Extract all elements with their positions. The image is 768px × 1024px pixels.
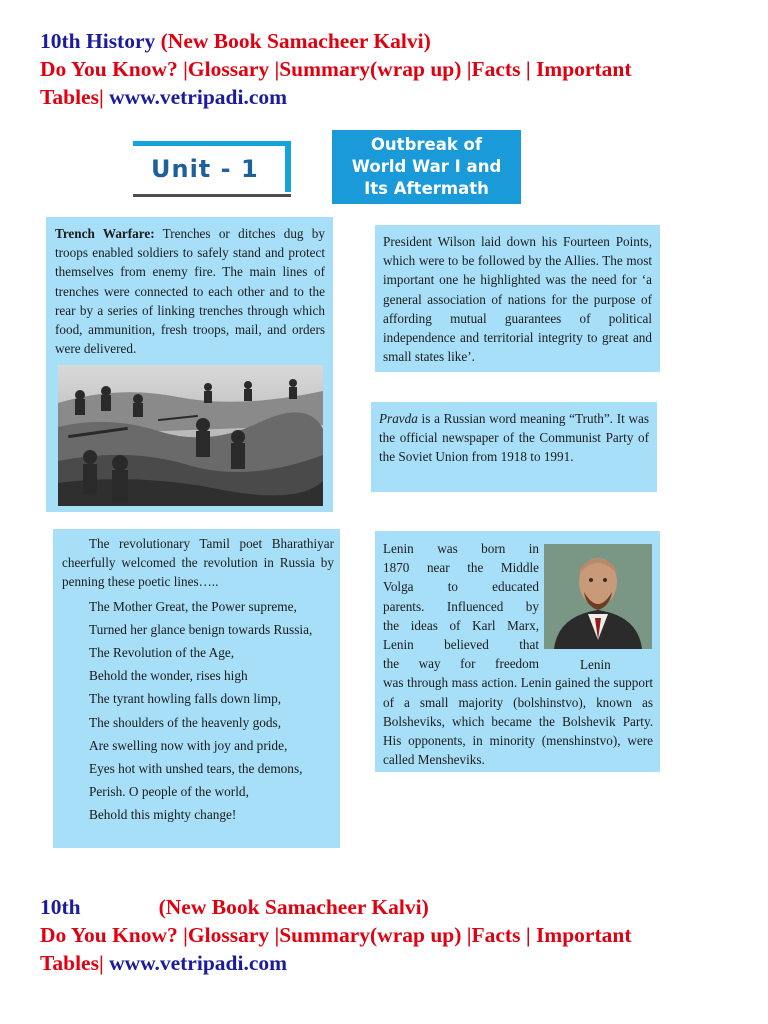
- pravda-term: Pravda: [379, 411, 418, 426]
- header-tables: Tables|: [40, 85, 110, 109]
- trench-warfare-box: [46, 217, 333, 512]
- poem-line: The Revolution of the Age,: [89, 645, 235, 661]
- lenin-text-line: Lenin believed that: [383, 637, 539, 653]
- lenin-portrait-caption: Lenin: [580, 657, 611, 672]
- chapter-title-line-3: Its Aftermath: [364, 179, 489, 198]
- unit-banner: [133, 141, 291, 192]
- footer-book: (New Book Samacheer Kalvi): [158, 895, 429, 919]
- footer-website-link[interactable]: www.vetripadi.com: [109, 951, 288, 975]
- trench-warfare-photo: [58, 365, 323, 506]
- fourteen-points-text: President Wilson laid down his Fourteen Points, which were to be followed by the Allies. The most important one he highlighted was the need for ‘a general association of nations for the purpose of affording mutual guarantees of political independence and territorial integrity to great and small states like’.: [383, 234, 652, 365]
- bharathiyar-poem-box: [53, 529, 340, 848]
- footer-line-1: [40, 894, 429, 921]
- poem-line: Perish. O people of the world,: [89, 784, 249, 800]
- footer-line-3: [40, 950, 287, 977]
- header-line-1: [40, 28, 431, 55]
- pravda-body: is a Russian word meaning “Truth”. It was the official newspaper of the Communist Party of the Soviet Union from 1918 to 1991.: [379, 411, 649, 465]
- pravda-box: [371, 402, 657, 492]
- unit-label: Unit - 1: [151, 155, 259, 183]
- chapter-title-line-2: World War I and: [351, 157, 502, 176]
- header-book: (New Book Samacheer Kalvi): [160, 29, 431, 53]
- footer-subject: 10th: [40, 895, 81, 919]
- poem-line: The tyrant howling falls down limp,: [89, 691, 282, 707]
- poem-line: Eyes hot with unshed tears, the demons,: [89, 761, 303, 777]
- lenin-box: [375, 531, 660, 772]
- lenin-text-rest: was through mass action. Lenin gained the support of a small majority (bolshinstvo), known as Bolsheviks, which became the Bolshevik Party. His opponents, in minority (menshinstvo), were called Mensheviks.: [383, 675, 653, 768]
- pravda-text: [379, 409, 649, 467]
- poem-intro: The revolutionary Tamil poet Bharathiyar cheerfully welcomed the revolution in Russia by penning these poetic lines…..: [62, 536, 334, 590]
- poem-line: The Mother Great, the Power supreme,: [89, 598, 297, 614]
- trench-photo-image: [58, 365, 323, 506]
- trench-warfare-text: [55, 224, 325, 358]
- lenin-portrait-image: [544, 544, 652, 649]
- footer-tables: Tables|: [40, 951, 110, 975]
- header-website-link[interactable]: www.vetripadi.com: [109, 85, 288, 109]
- poem-line: Are swelling now with joy and pride,: [89, 737, 288, 753]
- lenin-text-line: 1870 near the Middle: [383, 560, 539, 576]
- trench-warfare-body: Trenches or ditches dug by troops enabled soldiers to safely stand and protect themselves from enemy fire. The main lines of trenches were connected to each other and to the rear by a series of linking trenches through which food, ammunition, fresh troops, mail, and orders were delivered.: [55, 226, 325, 357]
- trench-warfare-heading: Trench Warfare:: [55, 226, 155, 241]
- poem-line: The shoulders of the heavenly gods,: [89, 714, 282, 730]
- lenin-text-line: the way for freedom: [383, 656, 539, 672]
- lenin-text-line: Lenin was born in: [383, 541, 539, 556]
- poem-line: Behold this mighty change!: [89, 807, 237, 823]
- header-line-3: [40, 84, 287, 111]
- poem-line: Behold the wonder, rises high: [89, 668, 248, 684]
- lenin-portrait: [544, 544, 652, 649]
- fourteen-points-box: [375, 225, 660, 372]
- header-line-2: Do You Know? |Glossary |Summary(wrap up) |Facts | Important: [40, 57, 632, 81]
- lenin-text-line: the ideas of Karl Marx,: [383, 617, 539, 633]
- footer-line-2: Do You Know? |Glossary |Summary(wrap up) |Facts | Important: [40, 923, 632, 947]
- poem-line: Turned her glance benign towards Russia,: [89, 621, 313, 637]
- lenin-text-line: Volga to educated: [383, 579, 539, 595]
- header-subject: 10th History: [40, 29, 161, 53]
- chapter-title-line-1: Outbreak of: [370, 135, 483, 154]
- lenin-text-line: parents. Influenced by: [383, 598, 539, 614]
- chapter-title-box: [332, 130, 521, 204]
